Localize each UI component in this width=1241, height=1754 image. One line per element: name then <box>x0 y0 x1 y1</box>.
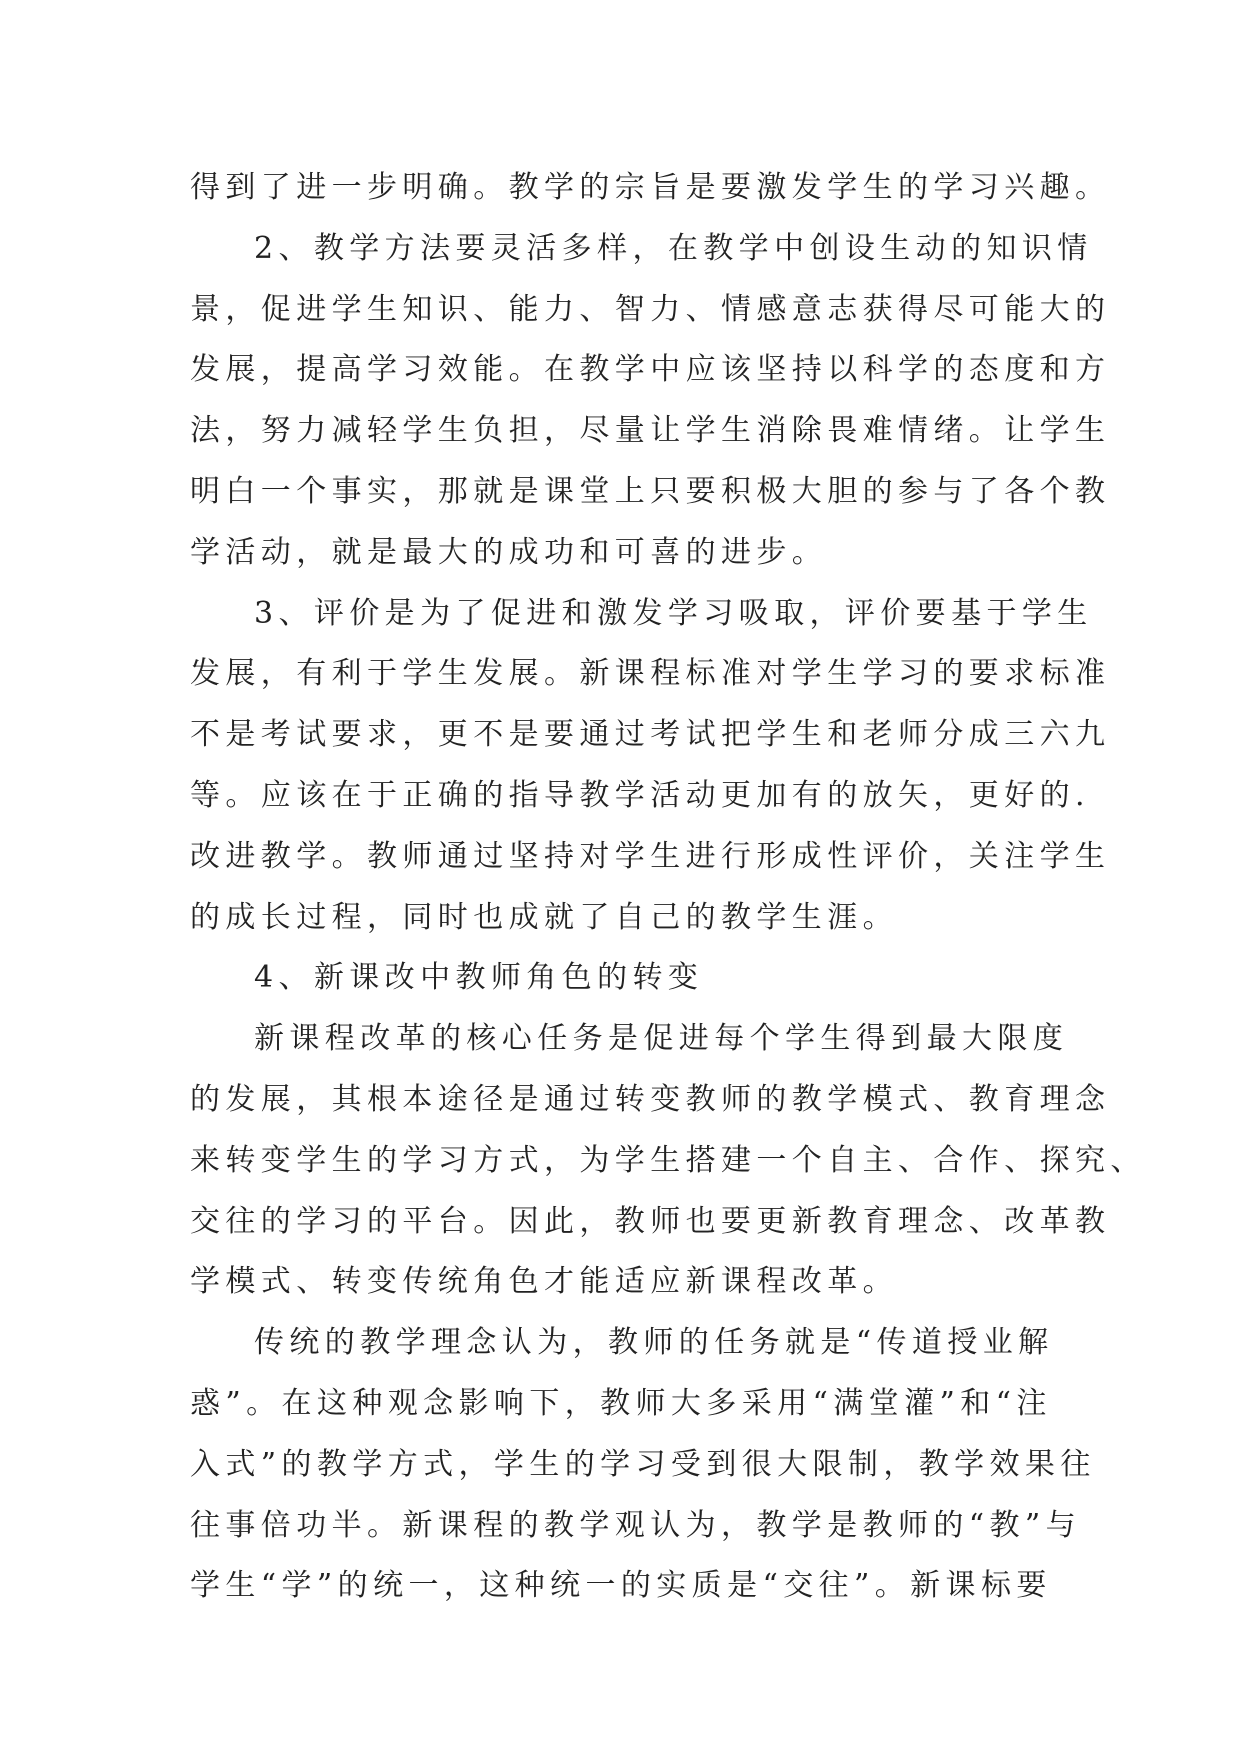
text-line: 学模式、转变传统角色才能适应新课程改革。 <box>190 1264 898 1300</box>
paragraph-teaching-methods <box>190 219 1111 584</box>
paragraph-traditional-concept <box>190 1313 1096 1617</box>
text-line: 改进教学。教师通过坚持对学生进行形成性评价，关注学生 <box>190 838 1111 874</box>
text-line: 交往的学习的平台。因此，教师也要更新教育理念、改革教 <box>190 1203 1111 1239</box>
text-line: 学生“学”的统一，这种统一的实质是“交往”。新课标要 <box>190 1568 1052 1604</box>
text-line: 惑”。在这种观念影响下，教师大多采用“满堂灌”和“注 <box>190 1385 1052 1421</box>
text-line: 发展，提高学习效能。在教学中应该坚持以科学的态度和方 <box>190 352 1111 388</box>
text-line: 不是考试要求，更不是要通过考试把学生和老师分成三六九 <box>190 717 1111 753</box>
text-line: 学活动，就是最大的成功和可喜的进步。 <box>190 534 828 570</box>
text-line: 的成长过程，同时也成就了自己的教学生涯。 <box>190 899 898 935</box>
paragraph-evaluation <box>190 584 1111 949</box>
text-line: 等。应该在于正确的指导教学活动更加有的放矢，更好的. <box>190 777 1090 813</box>
text-line: 传统的教学理念认为，教师的任务就是“传道授业解 <box>254 1325 1054 1361</box>
text-line: 明白一个事实，那就是课堂上只要积极大胆的参与了各个教 <box>190 473 1111 509</box>
text-line: 的发展，其根本途径是通过转变教师的教学模式、教育理念 <box>190 1081 1111 1117</box>
section-heading-teacher-role <box>190 948 1060 1009</box>
text-line: 法，努力减轻学生负担，尽量让学生消除畏难情绪。让学生 <box>190 413 1111 449</box>
paragraph-continuation <box>190 158 1111 219</box>
text-line: 入式”的教学方式，学生的学习受到很大限制，教学效果往 <box>190 1446 1096 1482</box>
text-line: 2、教学方法要灵活多样，在教学中创设生动的知识情 <box>254 230 1093 266</box>
text-line: 景，促进学生知识、能力、智力、情感意志获得尽可能大的 <box>190 291 1111 327</box>
text-line: 得到了进一步明确。教学的宗旨是要激发学生的学习兴趣。 <box>190 170 1111 205</box>
text-line: 来转变学生的学习方式，为学生搭建一个自主、合作、探究、 <box>190 1142 1146 1178</box>
text-line: 4、新课改中教师角色的转变 <box>254 960 704 996</box>
text-line: 发展，有利于学生发展。新课程标准对学生学习的要求标准 <box>190 656 1111 692</box>
text-line: 新课程改革的核心任务是促进每个学生得到最大限度 <box>254 1021 1069 1057</box>
text-line: 往事倍功半。新课程的教学观认为，教学是教师的“教”与 <box>190 1507 1082 1543</box>
paragraph-core-task <box>190 1009 1146 1313</box>
document-body <box>190 158 1146 1617</box>
text-line: 3、评价是为了促进和激发学习吸取，评价要基于学生 <box>254 595 1093 631</box>
